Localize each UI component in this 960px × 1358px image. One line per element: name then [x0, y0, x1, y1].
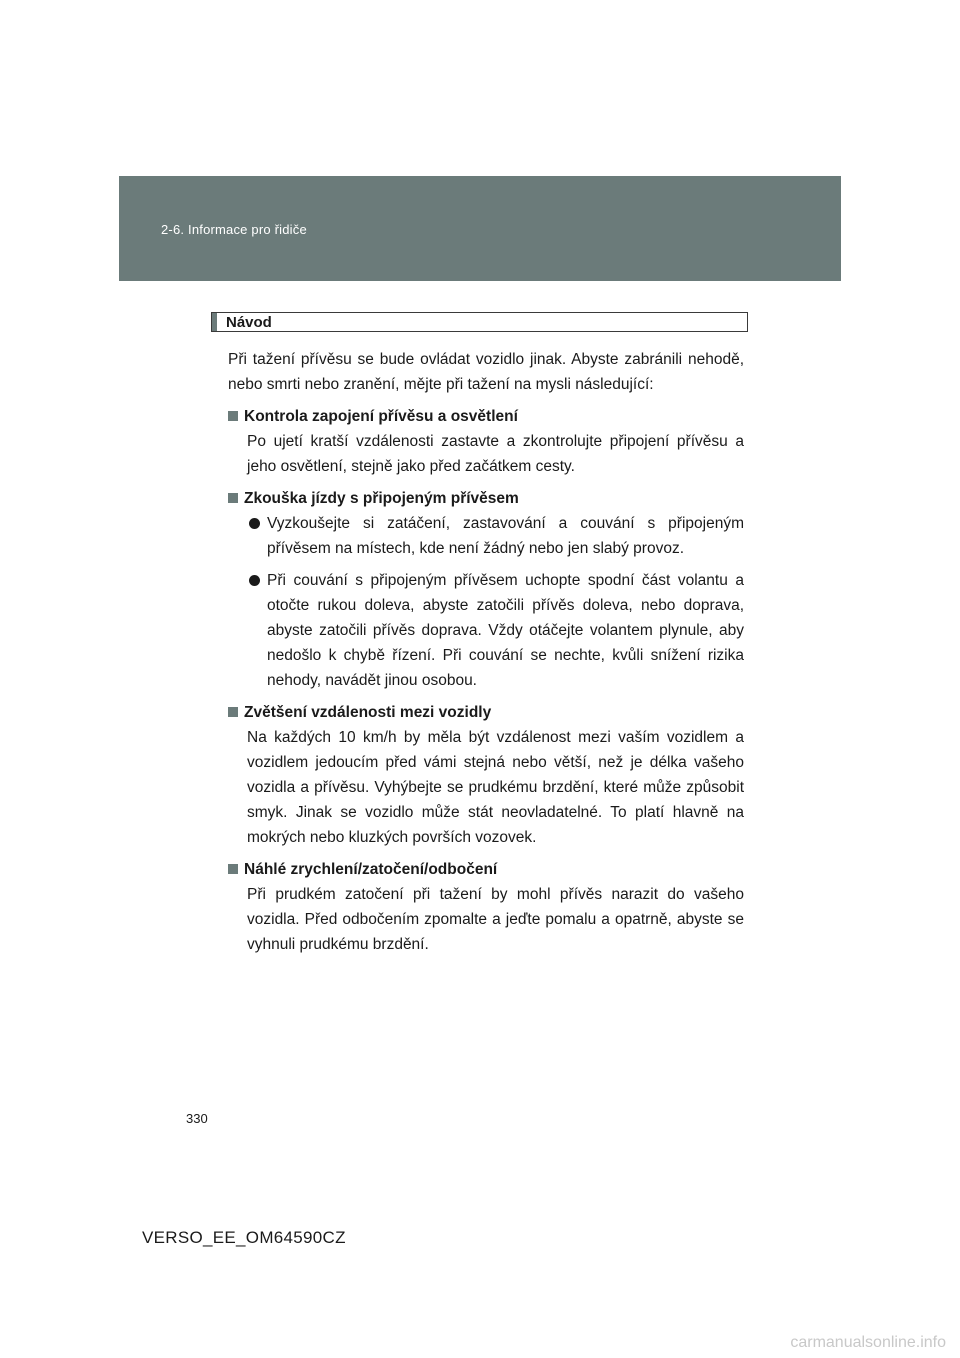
item-text: Po ujetí kratší vzdálenosti zastavte a zkontrolujte připojení přívěsu a jeho osvětlení, stejně jako před začátkem cesty. — [247, 433, 744, 475]
list-item-text: Vyzkoušejte si zatáčení, zastavování a couvání s připojeným přívěsem na místech, kde není žádný nebo jen slabý provoz. — [267, 515, 744, 557]
section-breadcrumb: 2-6. Informace pro řidiče — [161, 222, 307, 237]
item-heading — [228, 857, 744, 882]
item-text: Při prudkém zatočení při tažení by mohl přívěs narazit do vašeho vozidla. Před odbočením zpomalte a jeďte pomalu a opatrně, abyste se vyhnuli prudkému brzdění. — [247, 886, 744, 953]
item-sudden-turn — [228, 857, 744, 957]
content — [228, 347, 744, 964]
item-test-drive — [228, 486, 744, 693]
item-heading-text: Zvětšení vzdálenosti mezi vozidly — [244, 704, 492, 721]
round-bullet-icon — [249, 518, 260, 529]
square-bullet-icon — [228, 411, 238, 421]
item-heading — [228, 486, 744, 511]
item-heading-text: Zkouška jízdy s připojeným přívěsem — [244, 490, 519, 507]
square-bullet-icon — [228, 493, 238, 503]
list-item — [247, 511, 744, 561]
item-heading-text: Náhlé zrychlení/zatočení/odbočení — [244, 861, 498, 878]
list-item — [247, 568, 744, 693]
section-title-box — [211, 312, 748, 332]
page-number: 330 — [186, 1111, 208, 1126]
item-trailer-check — [228, 404, 744, 479]
item-text: Na každých 10 km/h by měla být vzdálenost mezi vaším vozidlem a vozidlem jedoucím před vámi stejná nebo větší, než je délka vašeho vozidla a přívěsu. Vyhýbejte se prudkému brzdění, které může způsobit smyk. Jinak se vozidlo může stát neovladatelné. To platí hlavně na mokrých nebo kluzkých površích vozovek. — [247, 729, 744, 846]
item-heading — [228, 404, 744, 429]
document-code: VERSO_EE_OM64590CZ — [142, 1228, 346, 1247]
section-title-accent — [212, 313, 217, 331]
round-bullet-icon — [249, 575, 260, 586]
item-distance — [228, 700, 744, 850]
header-band — [119, 176, 841, 281]
square-bullet-icon — [228, 864, 238, 874]
watermark-link[interactable]: carmanualsonline.info — [790, 1334, 946, 1351]
intro-paragraph: Při tažení přívěsu se bude ovládat vozidlo jinak. Abyste zabránili nehodě, nebo smrti nebo zranění, mějte při tažení na mysli následující: — [228, 351, 744, 393]
square-bullet-icon — [228, 707, 238, 717]
list-item-text: Při couvání s připojeným přívěsem uchopte spodní část volantu a otočte rukou doleva, abyste zatočili přívěs doleva, nebo doprava, abyste zatočili přívěs doprava. Vždy otáčejte volantem plynule, aby nedošlo k chybě řízení. Při couvání se nechte, kvůli snížení rizika nehody, navádět jinou osobou. — [267, 572, 744, 689]
item-heading-text: Kontrola zapojení přívěsu a osvětlení — [244, 408, 518, 425]
section-title: Návod — [226, 314, 272, 331]
item-heading — [228, 700, 744, 725]
